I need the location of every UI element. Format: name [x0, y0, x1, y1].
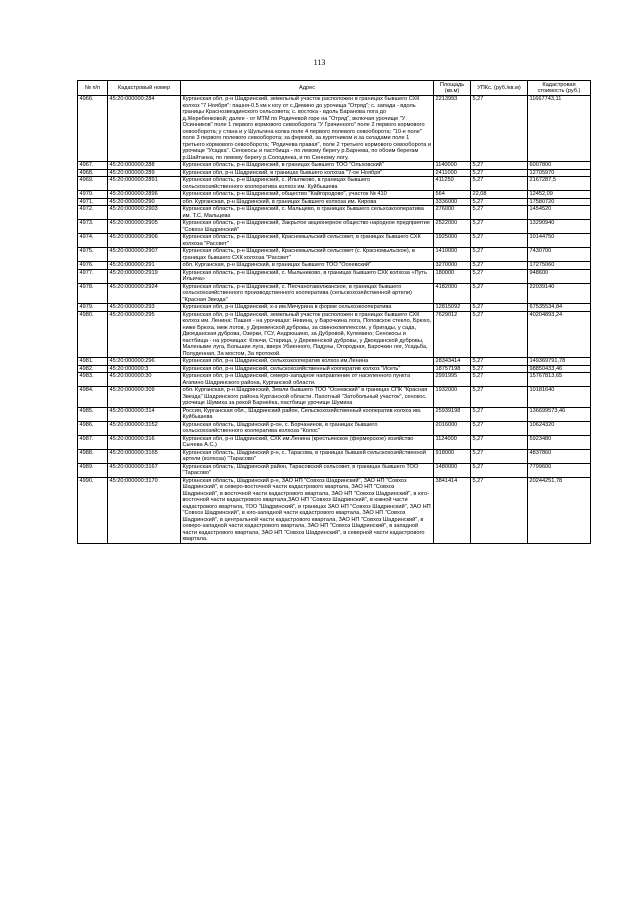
- address: Курганская обл, р-н Шадринский, сельхозкооператив колхоз им.Ленина: [181, 358, 434, 366]
- table-row: [78, 435, 591, 449]
- area: 4182000: [434, 283, 471, 304]
- header-address: Адрес: [181, 81, 434, 96]
- table-row: [78, 358, 591, 366]
- area: 1410000: [434, 248, 471, 262]
- cadastral-number: 45:20:000000:284: [108, 96, 181, 162]
- address: Курганская обл, р-н Шадринский, северо-западное направление от населенного пункта Агапино Шадринского района, Курганской области.: [181, 373, 434, 387]
- table-row: [78, 477, 591, 543]
- cadastral-value: 6007800: [528, 162, 591, 170]
- upks: 5,27: [471, 198, 528, 206]
- table-row: [78, 262, 591, 270]
- cadastral-number: 45:20:000000:295: [108, 311, 181, 358]
- table-row: [78, 177, 591, 191]
- row-number: 4985.: [78, 407, 108, 421]
- cadastral-number: 45:20:000000:296: [108, 358, 181, 366]
- upks: 5,27: [471, 477, 528, 543]
- table-row: [78, 463, 591, 477]
- row-number: 4983.: [78, 373, 108, 387]
- cadastral-number: 45:20:000000:291: [108, 262, 181, 270]
- address: Курганская область, р-н Шадринский, Красномыльский сельсовет (с. Красномыльское), в границах бывшего СХК колхоза "Рассвет": [181, 248, 434, 262]
- area: 28343414: [434, 358, 471, 366]
- row-number: 4980.: [78, 311, 108, 358]
- cadastral-number: 45:20:000000:2924: [108, 283, 181, 304]
- cadastral-number: 45:20:000000:316: [108, 435, 181, 449]
- area: 180000: [434, 269, 471, 283]
- area: 2991995: [434, 373, 471, 387]
- upks: 5,27: [471, 373, 528, 387]
- row-number: 4969.: [78, 177, 108, 191]
- cadastral-number: 45:20:000000:290: [108, 198, 181, 206]
- cadastral-number: 45:20:000000:2903: [108, 206, 181, 220]
- address: Курганская обл, р-н Шадринский, земельный участок расположен в границах бывшего СХК колхоз им. Ленина: Пашня - на урочищах: Невина, у Барочкина лога, Поповское стекло, Брюхо, ниже Брюха, меж логов, у Деревенской дубровы, за свинокомплексом, у бригады, у сада, Двоеданская дуброва, Озерки, ГСУ, Андрюшино, за Дубровой, Кулемино; Сенокосы и пастбища - на урочищах: Ключи, Старица, у Деревенской дубровы, у Двоеданской дубровы, Маленькие луга, Большие луга, вверх Убиенного, Падуны, Огородная, Барочкин лог, Усадьба, Полуденная, За мостом, За протокой.: [181, 311, 434, 358]
- cadastral-value: 67535534,84: [528, 304, 591, 312]
- area: 1124000: [434, 435, 471, 449]
- table-row: [78, 169, 591, 177]
- row-number: 4982.: [78, 365, 108, 373]
- cadastral-number: 45:20:000000:3170: [108, 477, 181, 543]
- row-number: 4984.: [78, 387, 108, 408]
- row-number: 4979.: [78, 304, 108, 312]
- address: Курганская область, р-н Шадринский, с. Мыльниково, в границах бывшего СХК колхоза «Путь Ильича»: [181, 269, 434, 283]
- table-row: [78, 191, 591, 199]
- upks: 5,27: [471, 169, 528, 177]
- upks: 5,27: [471, 311, 528, 358]
- upks: 5,27: [471, 262, 528, 270]
- cadastral-value: 12705970: [528, 169, 591, 177]
- cadastral-number: 45:20:000000:2906: [108, 234, 181, 248]
- upks: 5,27: [471, 220, 528, 234]
- area: 1480000: [434, 463, 471, 477]
- table-row: [78, 234, 591, 248]
- upks: 5,27: [471, 96, 528, 162]
- address: Курганская обл, р-н Шадринский, земельный участок расположен в границах бывшего СХК колхоз "7 Ноября": пашня-0.5 км к югу от с.Демино до урочища "Отряд"; с. запада - вдоль границы Краснозвездинского сельсовета; с. востока - вдоль Баранова лога до д.Жеребенковой; далее - от МТМ по Родичевой горе на "Отряд", включая урочище "У Осинников" поле 1 первого кормового севооборота "У Грачинного" поле 2 первого кормового севооборота; у стана и у Шульгина колка поле 4 первого полевого севооборота; "10-е поле" поле 3 первого полевого севооборота; за фермой, за курятником и за складами поле 1 третьего кормового севооборота; "Родичева правая", поле 2 третьего кормового севооборота и урочище "Усадка". Сенокосы и пастбища - по левому берегу р.Барнева, по обоим берегам р.Шайтанка, по левому берегу р.Солодянка, и по Сенному логу.: [181, 96, 434, 162]
- cadastral-value: 136699573,46: [528, 407, 591, 421]
- area: 1140000: [434, 162, 471, 170]
- row-number: 4968.: [78, 169, 108, 177]
- cadastral-number: 45:20:000000:288: [108, 162, 181, 170]
- area: 12815092: [434, 304, 471, 312]
- row-number: 4981.: [78, 358, 108, 366]
- table-row: [78, 373, 591, 387]
- table-row: [78, 449, 591, 463]
- cadastral-value: 7799600: [528, 463, 591, 477]
- cadastral-number: 45:20:000000:30: [108, 373, 181, 387]
- address: Курганская область, р-н Шадринский, с. Ильтяково, в границах бывшего сельскохозяйственного кооператива колхоз им. Куйбышева: [181, 177, 434, 191]
- cadastral-number: 45:20:000000:314: [108, 407, 181, 421]
- cadastral-number: 45:20:000000:3: [108, 365, 181, 373]
- cadastral-value: 4837860: [528, 449, 591, 463]
- area: 564: [434, 191, 471, 199]
- row-number: 4990.: [78, 477, 108, 543]
- address: Курганская область, р-н Шадринский, Закрытое акционерное общество народное предприятие "Совхоз Шадринский": [181, 220, 434, 234]
- upks: 5,27: [471, 269, 528, 283]
- cadastral-number: 45:20:000000:293: [108, 304, 181, 312]
- upks: 5,27: [471, 365, 528, 373]
- cadastral-number: 45:20:000000:2905: [108, 220, 181, 234]
- row-number: 4971.: [78, 198, 108, 206]
- cadastral-value: 1454520: [528, 206, 591, 220]
- address: Курганская область, р-н Шадринский, в границах бывшего ТОО "Ольховский": [181, 162, 434, 170]
- area: 3270000: [434, 262, 471, 270]
- cadastral-value: 2167287,5: [528, 177, 591, 191]
- upks: 5,27: [471, 358, 528, 366]
- table-row: [78, 421, 591, 435]
- row-number: 4974.: [78, 234, 108, 248]
- cadastral-value: 40204893,24: [528, 311, 591, 358]
- upks: 5,27: [471, 248, 528, 262]
- table-row: [78, 198, 591, 206]
- upks: 5,27: [471, 177, 528, 191]
- area: 2213993: [434, 96, 471, 162]
- area: 2522000: [434, 220, 471, 234]
- cadastral-value: 10144750: [528, 234, 591, 248]
- area: 2411000: [434, 169, 471, 177]
- cadastral-value: 10624320: [528, 421, 591, 435]
- row-number: 4977.: [78, 269, 108, 283]
- area: 276000: [434, 206, 471, 220]
- upks: 5,27: [471, 283, 528, 304]
- cadastral-number: 45:20:000000:2891: [108, 177, 181, 191]
- address: Курганская область, Шадринский р-он, с. Борчанинов, в границах бывшего сельскохозяйственного кооператива колхоза "Колос": [181, 421, 434, 435]
- cadastral-value: 20244251,78: [528, 477, 591, 543]
- cadastral-value: 5923480: [528, 435, 591, 449]
- address: Курганская область, р-н Шадринский, с. Мальцево, в границах бывшего сельхозкооператива им. Т.С. Мальцева: [181, 206, 434, 220]
- upks: 22,08: [471, 191, 528, 199]
- upks: 5,27: [471, 162, 528, 170]
- table-row: [78, 269, 591, 283]
- row-number: 4967.: [78, 162, 108, 170]
- table-row: [78, 248, 591, 262]
- area: 3336000: [434, 198, 471, 206]
- row-number: 4970.: [78, 191, 108, 199]
- address: обл. Курганская, р-н Шадринский, Земли бывшего ТОО "Осеевский" в границах СПК "Красная Звезда" Шадринского района Курганской области. Пахотный "Затобольный участок", сенокос. урочище Шумиха за рекой Барнеёка, пастбище урочище Шумиха: [181, 387, 434, 408]
- address: Курганская область, Шадринский р-н, ЗАО НП "Совхоз Шадринский", ЗАО НП "Совхоз Шадринский", в северо-восточной части кадастрового квартала, ЗАО НП "Совхоз Шадринский", в восточной части кадастрового квартала, ЗАО НП "Совхоз Шадринский", в юго-восточной части кадастрового квартала,ЗАО НП "Совхоз Шадринский", в южной части кадастрового квартала, ТОО "Шадринский", в границах ЗАО НП "Совхоз Шадринский", ЗАО НП "Совхоз Шадринский", в юго-западной части кадастрового квартала, ЗАО НП "Совхоз Шадринский", в центральной части кадастрового квартала, ЗАО НП "Совхоз Шадринский", в северо-западной части кадастрового квартала, ЗАО НП "Совхоз Шадринский", в западной части кадастрового квартала, ЗАО НП "Совхоз Шадринский", в северной части кадастрового квартала.: [181, 477, 434, 543]
- address: Курганская обл, р-н Шадринский, сельскохозяйственный кооператив колхоз "Исеть": [181, 365, 434, 373]
- header-num: № п/п: [78, 81, 108, 96]
- area: 1932000: [434, 387, 471, 408]
- table-header-row: [78, 81, 591, 96]
- cadastral-number: 45:20:000000:3152: [108, 421, 181, 435]
- cadastral-value: 149369791,78: [528, 358, 591, 366]
- cadastral-value: 7430700: [528, 248, 591, 262]
- address: Россия, Курганская обл., Шадринский район, Сельскохозяйственный кооператив колхоз им. Куйбышева: [181, 407, 434, 421]
- area: 25939198: [434, 407, 471, 421]
- row-number: 4973.: [78, 220, 108, 234]
- upks: 5,27: [471, 304, 528, 312]
- header-area: Площадь (кв.м): [434, 81, 471, 96]
- row-number: 4986.: [78, 421, 108, 435]
- table-body: [78, 96, 591, 544]
- area: 7629012: [434, 311, 471, 358]
- table-row: [78, 387, 591, 408]
- table-row: [78, 283, 591, 304]
- cadastral-number: 45:20:000000:309: [108, 387, 181, 408]
- row-number: 4988.: [78, 449, 108, 463]
- cadastral-table: [77, 80, 591, 544]
- address: Курганская область, Шадринский р-н, с. Тарасова, в границах бывшей сельскохозяйственной артели (колхоза) "Тарасово": [181, 449, 434, 463]
- address: Курганская область, Шадринский район, Тарасовский сельсовет, в границах бывшего ТОО "Тарасово": [181, 463, 434, 477]
- table-row: [78, 162, 591, 170]
- row-number: 4976.: [78, 262, 108, 270]
- row-number: 4972.: [78, 206, 108, 220]
- table-row: [78, 96, 591, 162]
- cadastral-value: 10181640: [528, 387, 591, 408]
- address: Курганская область, р-н Шадринский, Красномыльский сельсовет, в границах бывшего СХК колхоза "Рассвет": [181, 234, 434, 248]
- area: 1925000: [434, 234, 471, 248]
- table-row: [78, 304, 591, 312]
- cadastral-number: 45:20:000000:2919: [108, 269, 181, 283]
- table-row: [78, 206, 591, 220]
- header-cadastral: Кадастровый номер: [108, 81, 181, 96]
- cadastral-value: 13290940: [528, 220, 591, 234]
- cadastral-value: 17275060: [528, 262, 591, 270]
- cadastral-value: 12452,09: [528, 191, 591, 199]
- address: Курганская область, р-н Шадринский, общество "Кайгородово", участок № 410: [181, 191, 434, 199]
- address: обл. Курганская, р-н Шадринский, в границах бывшего ТОО "Осеевский": [181, 262, 434, 270]
- upks: 5,27: [471, 407, 528, 421]
- area: 918000: [434, 449, 471, 463]
- row-number: 4978.: [78, 283, 108, 304]
- upks: 5,27: [471, 387, 528, 408]
- row-number: 4987.: [78, 435, 108, 449]
- table-row: [78, 407, 591, 421]
- row-number: 4989.: [78, 463, 108, 477]
- area: 2016000: [434, 421, 471, 435]
- upks: 5,27: [471, 449, 528, 463]
- cadastral-value: 22039140: [528, 283, 591, 304]
- cadastral-number: 45:20:000000:3167: [108, 463, 181, 477]
- table-row: [78, 311, 591, 358]
- upks: 5,27: [471, 234, 528, 248]
- area: 411250: [434, 177, 471, 191]
- cadastral-value: 948600: [528, 269, 591, 283]
- address: обл. Курганская, р-н Шадринский, в границах бывшего колхоза им. Кирова: [181, 198, 434, 206]
- cadastral-number: 45:20:000000:3165: [108, 449, 181, 463]
- area: 18757198: [434, 365, 471, 373]
- page-number: 113: [313, 58, 326, 67]
- upks: 5,27: [471, 435, 528, 449]
- cadastral-number: 45:20:000000:2907: [108, 248, 181, 262]
- header-value: Кадастровая стоимость (руб.): [528, 81, 591, 96]
- address: Курганская область, р-н Шадринский, с. Песчанотаволжанское, в границах бывшего сельскохозяйственного производственного кооператива (сельскохозяйственной артели) "Красная Звезда": [181, 283, 434, 304]
- area: 3841414: [434, 477, 471, 543]
- cadastral-value: 11667743,11: [528, 96, 591, 162]
- upks: 5,27: [471, 421, 528, 435]
- cadastral-value: 15767813,65: [528, 373, 591, 387]
- table-row: [78, 220, 591, 234]
- upks: 5,27: [471, 206, 528, 220]
- row-number: 4975.: [78, 248, 108, 262]
- cadastral-number: 45:20:000000:2896: [108, 191, 181, 199]
- address: Курганская обл, р-н Шадринский, к-з им.Мичурина в форме сельхозкооператива: [181, 304, 434, 312]
- upks: 5,27: [471, 463, 528, 477]
- cadastral-value: 98850433,46: [528, 365, 591, 373]
- address: Курганская обл, р-н Шадринский, СХК им.Ленина (крестьянское (фермерское) хозяйство Сычева А.С.): [181, 435, 434, 449]
- header-upks: УПКс. (руб./кв.м): [471, 81, 528, 96]
- cadastral-value: 17580720: [528, 198, 591, 206]
- table-row: [78, 365, 591, 373]
- address: Курганская обл, р-н Шадринский, в границах бывшего колхоза "7-ое Ноября": [181, 169, 434, 177]
- row-number: 4966.: [78, 96, 108, 162]
- cadastral-number: 45:20:000000:289: [108, 169, 181, 177]
